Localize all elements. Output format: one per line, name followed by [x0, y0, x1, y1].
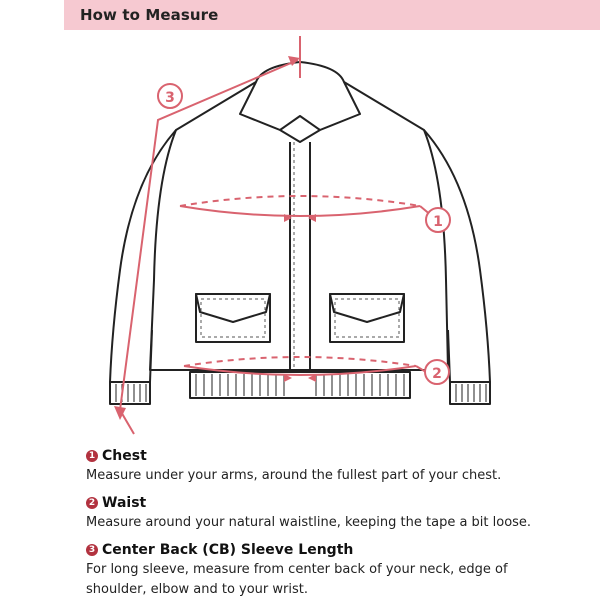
sleeve-item — [86, 540, 592, 600]
jacket-outline — [110, 62, 490, 404]
header-bar — [64, 0, 600, 30]
chest-item — [86, 446, 592, 486]
chest-description: Measure under your arms, around the fullest part of your chest. — [86, 468, 502, 483]
measurement-legend — [86, 446, 592, 607]
waist-description: Measure around your natural waistline, keeping the tape a bit loose. — [86, 515, 532, 530]
waist-title: Waist — [102, 495, 147, 511]
sleeve-title: Center Back (CB) Sleeve Length — [102, 542, 354, 558]
chest-number-badge: 1 — [86, 450, 98, 462]
sleeve-badge-label: 3 — [165, 90, 175, 106]
sleeve-description-line-1: For long sleeve, measure from center back of your neck, edge of — [86, 562, 508, 577]
page-title: How to Measure — [80, 6, 219, 24]
sleeve-number-badge: 3 — [86, 544, 98, 556]
sleeve-measure-line — [120, 60, 298, 434]
jacket-diagram — [0, 30, 600, 440]
waist-item — [86, 493, 592, 533]
chest-title: Chest — [102, 448, 147, 464]
sleeve-description-line-2: shoulder, elbow and to your wrist. — [86, 582, 308, 597]
waist-badge-label: 2 — [432, 366, 442, 382]
chest-badge-label: 1 — [433, 214, 443, 230]
waist-number-badge: 2 — [86, 497, 98, 509]
chest-measure-line — [180, 196, 432, 216]
stitching — [201, 142, 399, 370]
